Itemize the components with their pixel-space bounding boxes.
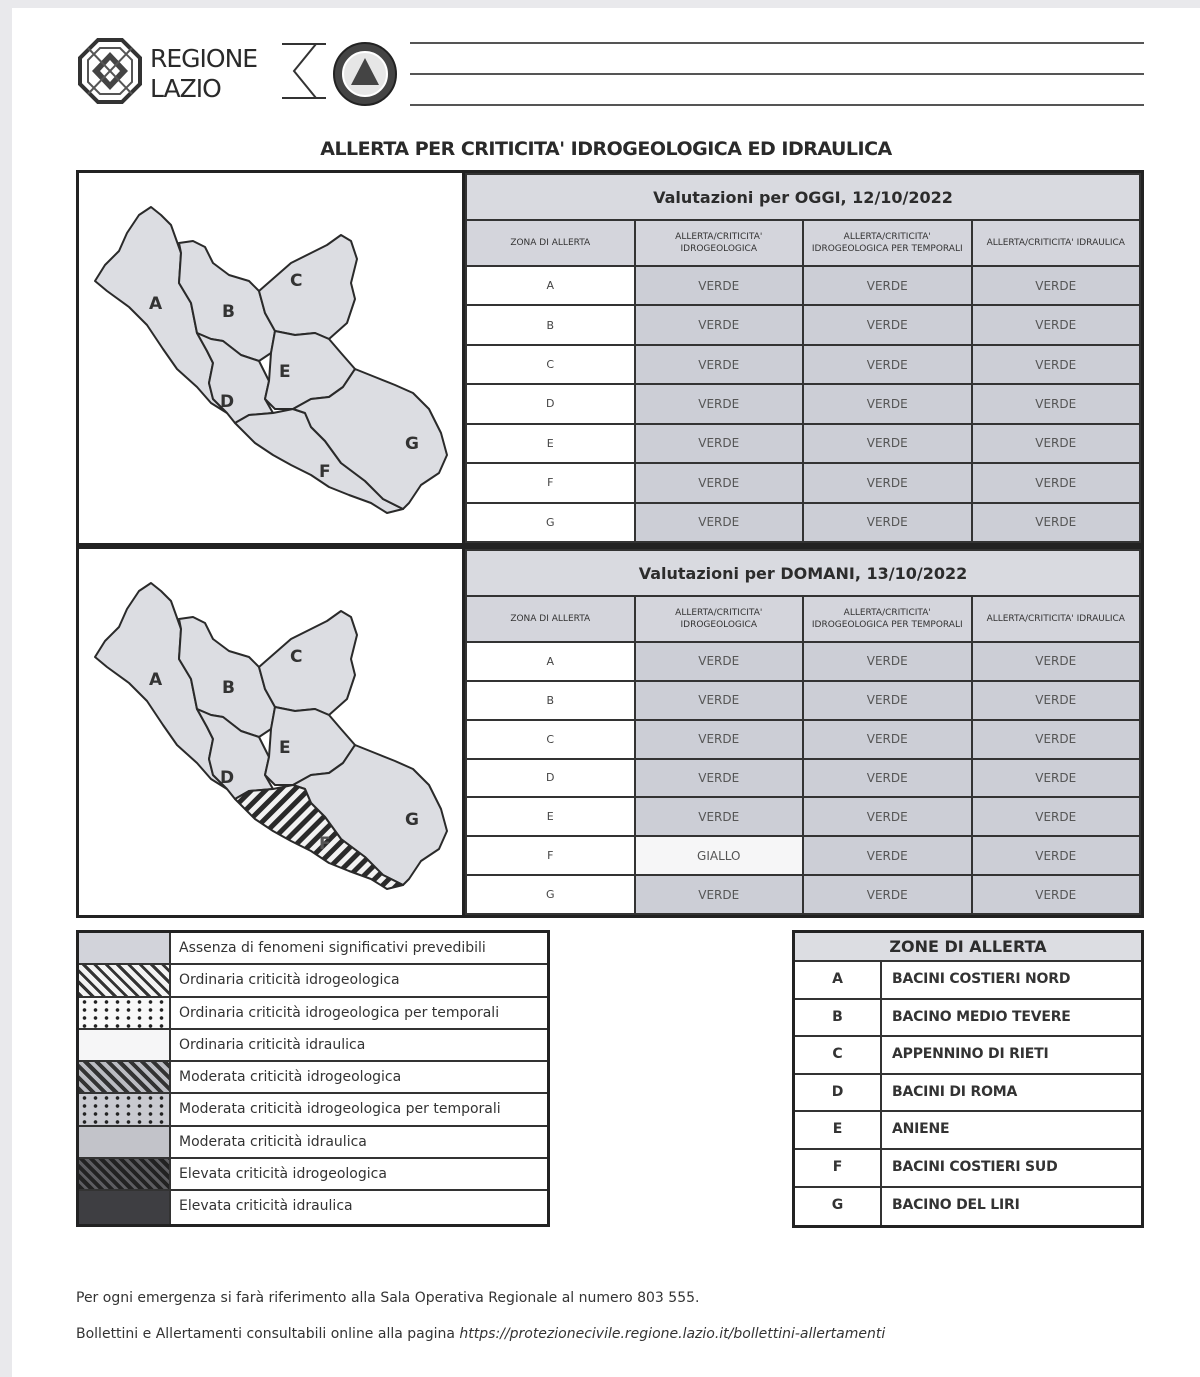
- idro-cell: VERDE: [635, 875, 804, 914]
- col-idro: ALLERTA/CRITICITA' IDROGEOLOGICA: [635, 220, 804, 266]
- idraulica-cell: VERDE: [972, 875, 1141, 914]
- legend-label: Moderata criticità idrogeologica per temporali: [179, 1101, 501, 1118]
- table-row: [466, 797, 1140, 836]
- swatch-plain-white: [79, 1030, 171, 1060]
- lazio-zone-map-today: [79, 173, 465, 543]
- temporali-cell: VERDE: [803, 305, 972, 344]
- temporali-cell: VERDE: [803, 424, 972, 463]
- zone-cell: D: [466, 384, 635, 423]
- zone-name: BACINI COSTIERI SUD: [892, 1158, 1058, 1175]
- header-line-3: [410, 104, 1144, 106]
- swatch-plain-light: [79, 933, 171, 963]
- brand-chevron-icon: [280, 40, 328, 102]
- legend-item: [79, 998, 547, 1030]
- map-label-d: D: [220, 768, 235, 788]
- idro-cell: VERDE: [635, 345, 804, 384]
- temporali-cell: VERDE: [803, 642, 972, 681]
- map-label-g: G: [405, 810, 419, 830]
- footer-online-text: Bollettini e Allertamenti consultabili online alla pagina: [76, 1326, 460, 1342]
- zone-cell: A: [466, 642, 635, 681]
- brand-line1: REGIONE: [150, 44, 258, 73]
- idraulica-cell: VERDE: [972, 836, 1141, 875]
- legend-label: Moderata criticità idrogeologica: [179, 1069, 402, 1086]
- swatch-hatch-light: [79, 965, 171, 995]
- list-item: [795, 1000, 1141, 1038]
- swatch-hatch-dark: [79, 1159, 171, 1189]
- list-item: [795, 1075, 1141, 1113]
- map-zone-c: [259, 611, 357, 715]
- legend-label: Ordinaria criticità idrogeologica per temporali: [179, 1004, 500, 1021]
- idraulica-cell: VERDE: [972, 266, 1141, 305]
- zone-list-title: ZONE DI ALLERTA: [795, 933, 1141, 962]
- zone-name: APPENNINO DI RIETI: [892, 1046, 1049, 1063]
- header-line-1: [410, 42, 1144, 44]
- today-section: [76, 170, 1144, 546]
- today-table: [465, 173, 1141, 543]
- map-label-c: C: [290, 271, 303, 291]
- legend-item: [79, 1030, 547, 1062]
- header-line-2: [410, 73, 1144, 75]
- tomorrow-map: [79, 549, 465, 915]
- zone-letter: E: [795, 1112, 882, 1148]
- col-idro: ALLERTA/CRITICITA' IDROGEOLOGICA: [635, 596, 804, 642]
- protezione-civile-seal-icon: [332, 41, 398, 107]
- temporali-cell: VERDE: [803, 836, 972, 875]
- idraulica-cell: VERDE: [972, 797, 1141, 836]
- legend-item: [79, 1062, 547, 1094]
- map-label-a: A: [149, 294, 163, 314]
- footer-emergency: [76, 1290, 699, 1306]
- list-item: [795, 1037, 1141, 1075]
- bulletin-link[interactable]: https://protezionecivile.regione.lazio.it/bollettini-allertamenti: [459, 1326, 886, 1342]
- bulletin-sheet: [12, 8, 1200, 1377]
- table-row: [466, 424, 1140, 463]
- zone-name: BACINI COSTIERI NORD: [892, 971, 1071, 987]
- list-item: [795, 962, 1141, 1000]
- zone-cell: F: [466, 463, 635, 502]
- legend: [76, 930, 550, 1227]
- zone-letter: C: [795, 1037, 882, 1073]
- lazio-zone-map-tomorrow: [79, 549, 465, 919]
- idraulica-cell: VERDE: [972, 720, 1141, 759]
- zone-letter: B: [795, 1000, 882, 1036]
- footer-online: [76, 1326, 885, 1342]
- table-row: [466, 836, 1140, 875]
- map-label-g: G: [405, 434, 419, 454]
- idro-cell: VERDE: [635, 503, 804, 542]
- legend-label: Elevata criticità idrogeologica: [179, 1166, 387, 1183]
- idraulica-cell: VERDE: [972, 503, 1141, 542]
- temporali-cell: VERDE: [803, 720, 972, 759]
- map-label-f: F: [319, 462, 331, 482]
- map-label-d: D: [220, 392, 235, 412]
- idro-cell-giallo: GIALLO: [635, 836, 804, 875]
- idro-cell: VERDE: [635, 759, 804, 798]
- col-temporali: ALLERTA/CRITICITA' IDROGEOLOGICA PER TEMPORALI: [803, 220, 972, 266]
- map-label-e: E: [279, 738, 291, 758]
- brand-line2: LAZIO: [150, 74, 221, 103]
- swatch-dots-light: [79, 998, 171, 1028]
- legend-item: [79, 965, 547, 997]
- idraulica-cell: VERDE: [972, 305, 1141, 344]
- map-label-e: E: [279, 362, 291, 382]
- col-zone: ZONA DI ALLERTA: [466, 596, 635, 642]
- idraulica-cell: VERDE: [972, 681, 1141, 720]
- zone-cell: F: [466, 836, 635, 875]
- idro-cell: VERDE: [635, 463, 804, 502]
- zone-cell: B: [466, 681, 635, 720]
- zone-cell: C: [466, 720, 635, 759]
- swatch-plain-dark: [79, 1191, 171, 1223]
- idro-cell: VERDE: [635, 681, 804, 720]
- temporali-cell: VERDE: [803, 266, 972, 305]
- legend-item: [79, 1159, 547, 1191]
- zone-letter: G: [795, 1188, 882, 1226]
- col-zone: ZONA DI ALLERTA: [466, 220, 635, 266]
- legend-item: [79, 933, 547, 965]
- swatch-plain-mid: [79, 1127, 171, 1157]
- table-row: [466, 681, 1140, 720]
- legend-label: Moderata criticità idraulica: [179, 1133, 367, 1150]
- legend-label: Ordinaria criticità idraulica: [179, 1036, 366, 1053]
- document-title: ALLERTA PER CRITICITA' IDROGEOLOGICA ED IDRAULICA: [320, 138, 892, 160]
- table-row: [466, 345, 1140, 384]
- temporali-cell: VERDE: [803, 875, 972, 914]
- zone-cell: D: [466, 759, 635, 798]
- legend-item: [79, 1094, 547, 1126]
- map-label-c: C: [290, 647, 303, 667]
- zone-cell: G: [466, 875, 635, 914]
- zone-letter: A: [795, 962, 882, 998]
- idro-cell: VERDE: [635, 384, 804, 423]
- col-idraulica: ALLERTA/CRITICITA' IDRAULICA: [972, 596, 1141, 642]
- table-row: [466, 720, 1140, 759]
- zone-cell: G: [466, 503, 635, 542]
- idro-cell: VERDE: [635, 720, 804, 759]
- idro-cell: VERDE: [635, 305, 804, 344]
- zone-cell: E: [466, 424, 635, 463]
- temporali-cell: VERDE: [803, 759, 972, 798]
- idro-cell: VERDE: [635, 266, 804, 305]
- zone-letter: F: [795, 1150, 882, 1186]
- regione-lazio-emblem-icon: [78, 38, 142, 104]
- swatch-dots-mid: [79, 1094, 171, 1124]
- today-title: Valutazioni per OGGI, 12/10/2022: [466, 174, 1140, 220]
- temporali-cell: VERDE: [803, 681, 972, 720]
- temporali-cell: VERDE: [803, 463, 972, 502]
- table-row: [466, 305, 1140, 344]
- zone-cell: E: [466, 797, 635, 836]
- footer-emergency-text: Per ogni emergenza si farà riferimento alla Sala Operativa Regionale al numero: [76, 1290, 638, 1306]
- table-row: [466, 266, 1140, 305]
- idraulica-cell: VERDE: [972, 424, 1141, 463]
- zone-name: BACINO MEDIO TEVERE: [892, 1008, 1071, 1025]
- map-label-a: A: [149, 670, 163, 690]
- idraulica-cell: VERDE: [972, 345, 1141, 384]
- map-label-b: B: [222, 302, 235, 322]
- list-item: [795, 1112, 1141, 1150]
- zone-name: ANIENE: [892, 1121, 950, 1138]
- swatch-hatch-mid: [79, 1062, 171, 1092]
- idraulica-cell: VERDE: [972, 463, 1141, 502]
- idraulica-cell: VERDE: [972, 642, 1141, 681]
- temporali-cell: VERDE: [803, 345, 972, 384]
- idro-cell: VERDE: [635, 424, 804, 463]
- col-idraulica: ALLERTA/CRITICITA' IDRAULICA: [972, 220, 1141, 266]
- table-row: [466, 503, 1140, 542]
- tomorrow-section: [76, 546, 1144, 918]
- today-map: [79, 173, 465, 543]
- map-zone-c: [259, 235, 357, 339]
- table-row: [466, 384, 1140, 423]
- legend-label: Elevata criticità idraulica: [179, 1198, 353, 1215]
- temporali-cell: VERDE: [803, 384, 972, 423]
- brand-name: [150, 44, 257, 104]
- legend-item: [79, 1191, 547, 1223]
- idraulica-cell: VERDE: [972, 759, 1141, 798]
- list-item: [795, 1150, 1141, 1188]
- tomorrow-title: Valutazioni per DOMANI, 13/10/2022: [466, 550, 1140, 596]
- temporali-cell: VERDE: [803, 797, 972, 836]
- map-label-b: B: [222, 678, 235, 698]
- tomorrow-table: [465, 549, 1141, 915]
- temporali-cell: VERDE: [803, 503, 972, 542]
- idraulica-cell: VERDE: [972, 384, 1141, 423]
- idro-cell: VERDE: [635, 642, 804, 681]
- legend-item: [79, 1127, 547, 1159]
- table-row: [466, 642, 1140, 681]
- zone-letter: D: [795, 1075, 882, 1111]
- zone-name: BACINI DI ROMA: [892, 1083, 1018, 1100]
- idro-cell: VERDE: [635, 797, 804, 836]
- map-label-f: F: [319, 834, 331, 854]
- col-temporali: ALLERTA/CRITICITA' IDROGEOLOGICA PER TEMPORALI: [803, 596, 972, 642]
- zone-cell: C: [466, 345, 635, 384]
- table-row: [466, 875, 1140, 914]
- zone-list: [792, 930, 1144, 1228]
- table-row: [466, 463, 1140, 502]
- emergency-number: 803 555: [637, 1290, 696, 1306]
- table-row: [466, 759, 1140, 798]
- legend-label: Ordinaria criticità idrogeologica: [179, 972, 400, 989]
- footer-emergency-end: .: [695, 1290, 700, 1306]
- zone-name: BACINO DEL LIRI: [892, 1196, 1020, 1213]
- zone-cell: B: [466, 305, 635, 344]
- legend-label: Assenza di fenomeni significativi prevedibili: [179, 940, 486, 956]
- list-item: [795, 1188, 1141, 1226]
- zone-cell: A: [466, 266, 635, 305]
